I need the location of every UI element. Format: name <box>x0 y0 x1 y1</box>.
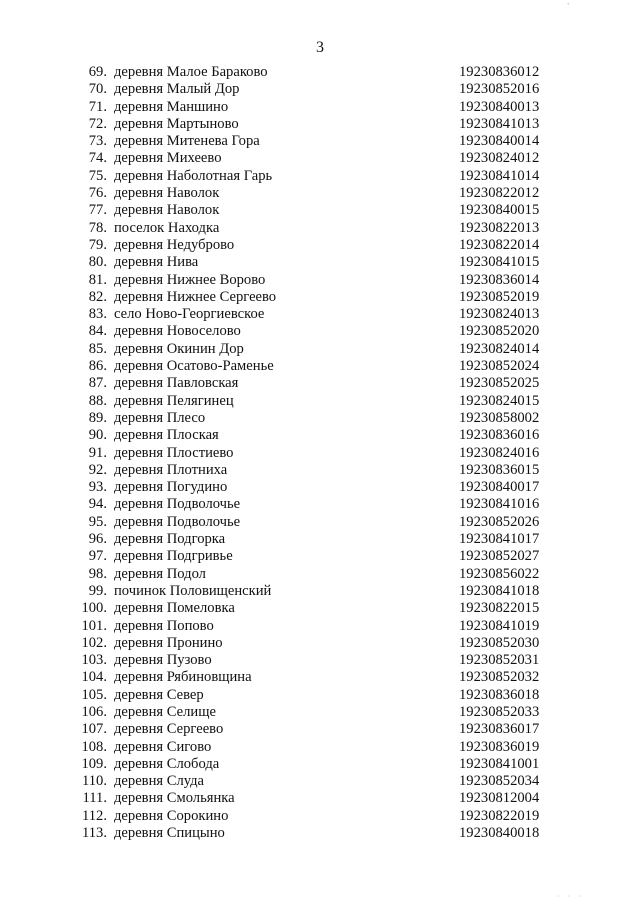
okato-code: 19230836019 <box>459 738 540 755</box>
item-number: 72. <box>88 115 107 132</box>
list-item <box>0 341 640 358</box>
okato-code: 19230822015 <box>459 600 540 617</box>
item-number: 90. <box>88 427 107 444</box>
okato-code: 19230852020 <box>459 323 540 340</box>
settlement-name: деревня Плесо <box>114 409 206 426</box>
item-number: 105. <box>81 686 107 703</box>
okato-code: 19230836015 <box>459 461 540 478</box>
okato-code: 19230841017 <box>459 531 540 548</box>
settlement-name: деревня Митенева Гора <box>114 133 260 150</box>
item-number: 97. <box>88 548 107 565</box>
okato-code: 19230841018 <box>459 582 540 599</box>
settlement-name: деревня Нива <box>114 254 199 271</box>
okato-code: 19230824013 <box>459 306 540 323</box>
settlement-name: деревня Слобода <box>114 755 220 772</box>
list-item <box>0 462 640 479</box>
settlement-name: деревня Плостиево <box>114 444 234 461</box>
okato-code: 19230840013 <box>459 98 540 115</box>
bottom-scan-mark: · · · <box>557 892 584 901</box>
okato-code: 19230841013 <box>459 115 540 132</box>
list-item <box>0 168 640 185</box>
list-item <box>0 635 640 652</box>
item-number: 69. <box>88 64 107 80</box>
list-item <box>0 479 640 496</box>
settlement-name: деревня Рябиновщина <box>114 669 252 686</box>
okato-code: 19230852026 <box>459 513 540 530</box>
list-item <box>0 652 640 669</box>
settlement-name: деревня Мартыново <box>114 115 239 132</box>
item-number: 98. <box>88 565 107 582</box>
item-number: 107. <box>81 721 107 738</box>
list-item <box>0 237 640 254</box>
settlement-name: деревня Наболотная Гарь <box>114 167 273 184</box>
list-item <box>0 825 640 842</box>
okato-code: 19230822014 <box>459 236 540 253</box>
item-number: 88. <box>88 392 107 409</box>
item-number: 77. <box>88 202 107 219</box>
list-item <box>0 254 640 271</box>
settlement-name: село Ново-Георгиевское <box>114 306 265 323</box>
item-number: 101. <box>81 617 107 634</box>
settlement-name: деревня Попово <box>114 617 214 634</box>
page-number: 3 <box>316 39 324 56</box>
settlement-name: деревня Подволочье <box>114 496 241 513</box>
settlement-name: деревня Наволок <box>114 185 220 202</box>
okato-code: 19230824016 <box>459 444 540 461</box>
list-item <box>0 306 640 323</box>
settlement-name: деревня Спицыно <box>114 825 225 842</box>
item-number: 112. <box>82 807 107 824</box>
settlement-name: деревня Плотниха <box>114 461 228 478</box>
list-item <box>0 566 640 583</box>
list-item <box>0 133 640 150</box>
item-number: 83. <box>88 306 107 323</box>
okato-code: 19230836014 <box>459 271 540 288</box>
settlement-name: деревня Слуда <box>114 773 205 790</box>
list-item <box>0 393 640 410</box>
list-item <box>0 375 640 392</box>
settlement-name: деревня Сигово <box>114 738 212 755</box>
list-item <box>0 150 640 167</box>
item-number: 74. <box>88 150 107 167</box>
item-number: 94. <box>88 496 107 513</box>
okato-code: 19230852016 <box>459 81 540 98</box>
okato-code: 19230822013 <box>459 219 540 236</box>
list-item <box>0 721 640 738</box>
okato-code: 19230852030 <box>459 634 540 651</box>
settlement-name: деревня Павловская <box>114 375 239 392</box>
settlement-name: деревня Нижнее Сергеево <box>114 288 277 305</box>
list-item <box>0 410 640 427</box>
item-number: 92. <box>88 461 107 478</box>
item-number: 96. <box>88 531 107 548</box>
okato-code: 19230840015 <box>459 202 540 219</box>
okato-code: 19230836017 <box>459 721 540 738</box>
okato-code: 19230852027 <box>459 548 540 565</box>
list-item <box>0 64 640 81</box>
list-item <box>0 756 640 773</box>
okato-code: 19230840017 <box>459 479 540 496</box>
okato-code: 19230852024 <box>459 358 540 375</box>
item-number: 73. <box>88 133 107 150</box>
item-number: 84. <box>88 323 107 340</box>
item-number: 100. <box>81 600 107 617</box>
list-item <box>0 548 640 565</box>
settlement-name: деревня Пронино <box>114 634 223 651</box>
list-item <box>0 739 640 756</box>
item-number: 110. <box>82 773 107 790</box>
settlement-name: деревня Недуброво <box>114 236 235 253</box>
item-number: 70. <box>88 81 107 98</box>
item-number: 89. <box>88 409 107 426</box>
item-number: 95. <box>88 513 107 530</box>
settlement-name: деревня Север <box>114 686 204 703</box>
okato-code: 19230836012 <box>459 64 540 80</box>
item-number: 103. <box>81 652 107 669</box>
item-number: 113. <box>82 825 107 842</box>
okato-code: 19230822012 <box>459 185 540 202</box>
okato-code: 19230812004 <box>459 790 540 807</box>
okato-code: 19230852031 <box>459 652 540 669</box>
item-number: 78. <box>88 219 107 236</box>
item-number: 87. <box>88 375 107 392</box>
okato-code: 19230852034 <box>459 773 540 790</box>
list-item <box>0 496 640 513</box>
item-number: 104. <box>81 669 107 686</box>
list-item <box>0 618 640 635</box>
settlement-name: деревня Подгорка <box>114 531 226 548</box>
settlement-name: деревня Селище <box>114 703 216 720</box>
item-number: 93. <box>88 479 107 496</box>
list-item <box>0 99 640 116</box>
list-item <box>0 600 640 617</box>
list-item <box>0 202 640 219</box>
settlement-list <box>0 64 640 842</box>
list-item <box>0 514 640 531</box>
list-item <box>0 583 640 600</box>
settlement-name: починок Половищенский <box>114 582 272 599</box>
okato-code: 19230852019 <box>459 288 540 305</box>
item-number: 108. <box>81 738 107 755</box>
list-item <box>0 116 640 133</box>
item-number: 91. <box>88 444 107 461</box>
item-number: 85. <box>88 340 107 357</box>
settlement-name: деревня Осатово-Раменье <box>114 358 274 375</box>
settlement-name: деревня Помеловка <box>114 600 235 617</box>
item-number: 79. <box>88 236 107 253</box>
list-item <box>0 272 640 289</box>
settlement-name: деревня Подгривье <box>114 548 233 565</box>
list-item <box>0 323 640 340</box>
okato-code: 19230858002 <box>459 409 540 426</box>
list-item <box>0 81 640 98</box>
item-number: 86. <box>88 358 107 375</box>
okato-code: 19230841001 <box>459 755 540 772</box>
settlement-name: деревня Плоская <box>114 427 219 444</box>
list-item <box>0 427 640 444</box>
item-number: 109. <box>81 755 107 772</box>
item-number: 106. <box>81 703 107 720</box>
okato-code: 19230840014 <box>459 133 540 150</box>
settlement-name: деревня Погудино <box>114 479 228 496</box>
list-item <box>0 669 640 686</box>
okato-code: 19230841016 <box>459 496 540 513</box>
okato-code: 19230852032 <box>459 669 540 686</box>
list-item <box>0 220 640 237</box>
okato-code: 19230822019 <box>459 807 540 824</box>
item-number: 75. <box>88 167 107 184</box>
okato-code: 19230824012 <box>459 150 540 167</box>
item-number: 76. <box>88 185 107 202</box>
item-number: 80. <box>88 254 107 271</box>
settlement-name: деревня Подол <box>114 565 206 582</box>
list-item <box>0 808 640 825</box>
okato-code: 19230841019 <box>459 617 540 634</box>
corner-scan-mark <box>567 0 570 5</box>
settlement-name: деревня Подволочье <box>114 513 241 530</box>
item-number: 102. <box>81 634 107 651</box>
item-number: 99. <box>88 582 107 599</box>
list-item <box>0 358 640 375</box>
settlement-name: деревня Малый Дор <box>114 81 240 98</box>
okato-code: 19230841014 <box>459 167 540 184</box>
settlement-name: деревня Михеево <box>114 150 222 167</box>
list-item <box>0 289 640 306</box>
list-item <box>0 704 640 721</box>
settlement-name: поселок Находка <box>114 219 220 236</box>
item-number: 111. <box>82 790 107 807</box>
okato-code: 19230836016 <box>459 427 540 444</box>
okato-code: 19230824015 <box>459 392 540 409</box>
settlement-name: деревня Сергеево <box>114 721 224 738</box>
okato-code: 19230841015 <box>459 254 540 271</box>
list-item <box>0 185 640 202</box>
settlement-name: деревня Маншино <box>114 98 229 115</box>
settlement-name: деревня Малое Бараково <box>114 64 268 80</box>
okato-code: 19230852033 <box>459 703 540 720</box>
list-item <box>0 531 640 548</box>
settlement-name: деревня Пелягинец <box>114 392 234 409</box>
settlement-name: деревня Окинин Дор <box>114 340 244 357</box>
item-number: 71. <box>88 98 107 115</box>
okato-code: 19230824014 <box>459 340 540 357</box>
list-item <box>0 790 640 807</box>
settlement-name: деревня Смольянка <box>114 790 235 807</box>
okato-code: 19230836018 <box>459 686 540 703</box>
okato-code: 19230840018 <box>459 825 540 842</box>
list-item <box>0 445 640 462</box>
settlement-name: деревня Наволок <box>114 202 220 219</box>
settlement-name: деревня Пузово <box>114 652 212 669</box>
settlement-name: деревня Сорокино <box>114 807 229 824</box>
settlement-name: деревня Нижнее Ворово <box>114 271 266 288</box>
item-number: 82. <box>88 288 107 305</box>
okato-code: 19230852025 <box>459 375 540 392</box>
list-item <box>0 773 640 790</box>
list-item <box>0 687 640 704</box>
settlement-name: деревня Новоселово <box>114 323 241 340</box>
okato-code: 19230856022 <box>459 565 540 582</box>
item-number: 81. <box>88 271 107 288</box>
